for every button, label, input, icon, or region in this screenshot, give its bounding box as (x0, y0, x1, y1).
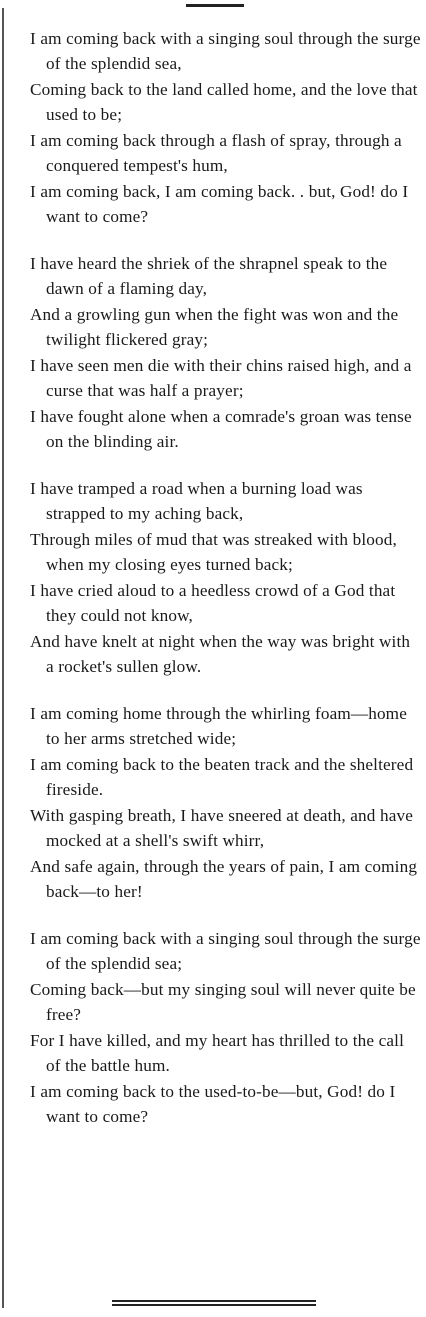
poem-line: And a growling gun when the fight was won and the twilight flickered gray; (30, 305, 399, 349)
poem-line: And safe again, through the years of pain, I am coming back—to her! (30, 857, 418, 901)
poem-line: I am coming back with a singing soul through the surge of the splendid sea, (30, 29, 421, 73)
poem-line: I am coming back to the used-to-be—but, God! do I want to come? (30, 1082, 396, 1126)
bottom-double-rule (112, 1300, 316, 1306)
poem-line: For I have killed, and my heart has thrilled to the call of the battle hum. (30, 1031, 405, 1075)
poem-line: I am coming back through a flash of spray, through a conquered tempest's hum, (30, 131, 402, 175)
poem-line: I am coming back with a singing soul through the surge of the splendid sea; (30, 929, 421, 973)
poem-line: Through miles of mud that was streaked with blood, when my closing eyes turned back; (30, 530, 397, 574)
stanza-1 (30, 26, 422, 229)
poem-line: I am coming back, I am coming back. . but, God! do I want to come? (30, 182, 409, 226)
poem-line: I have cried aloud to a heedless crowd of a God that they could not know, (30, 581, 396, 625)
poem-line: I am coming home through the whirling foam—home to her arms stretched wide; (30, 704, 407, 748)
column-rule (2, 8, 4, 1308)
poem-line: With gasping breath, I have sneered at death, and have mocked at a shell's swift whirr, (30, 806, 413, 850)
poem (30, 26, 422, 1151)
poem-line: Coming back—but my singing soul will never quite be free? (30, 980, 416, 1024)
poem-line: I have fought alone when a comrade's groan was tense on the blinding air. (30, 407, 412, 451)
rule-line (112, 1300, 316, 1302)
poem-line: And have knelt at night when the way was bright with a rocket's sullen glow. (30, 632, 411, 676)
poem-line: I have tramped a road when a burning load was strapped to my aching back, (30, 479, 363, 523)
poem-line: Coming back to the land called home, and the love that used to be; (30, 80, 418, 124)
stanza-2 (30, 251, 422, 454)
poem-line: I have seen men die with their chins raised high, and a curse that was half a prayer; (30, 356, 412, 400)
stanza-4 (30, 701, 422, 904)
rule-line (112, 1304, 316, 1306)
poem-line: I have heard the shriek of the shrapnel speak to the dawn of a flaming day, (30, 254, 388, 298)
top-rule (186, 4, 244, 7)
stanza-3 (30, 476, 422, 679)
poem-line: I am coming back to the beaten track and the sheltered fireside. (30, 755, 414, 799)
stanza-5 (30, 926, 422, 1129)
